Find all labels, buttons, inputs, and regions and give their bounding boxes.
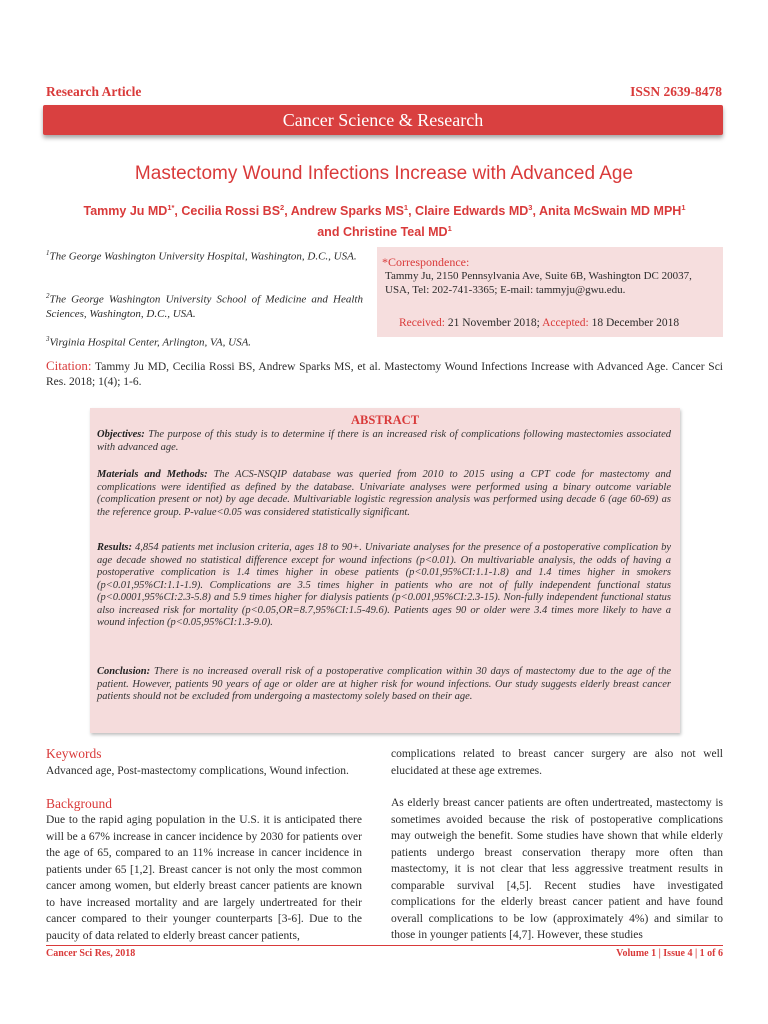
- abstract-box: [90, 408, 680, 733]
- background-right-text-2: As elderly breast cancer patients are often undertreated, mastectomy is sometimes avoided because the risk of postoperative complications may outweigh the benefit. Some studies have shown that while elderly patients undergo breast conservation therapy more often than mastectomy, it is not clear that less aggressive treatment results in comparable survival [4,5]. Recent studies have investigated complications for the elderly breast cancer patient and have found overall complications to be low (approximately 4%) and similar to those in younger patients [4,7]. However, these studies: [391, 797, 723, 941]
- dates: [399, 316, 679, 330]
- author: Tammy Ju $MD^{1*}$: [83, 203, 175, 219]
- accepted-date: 18 December 2018: [591, 317, 680, 329]
- author: Christine Teal $MD^1$: [342, 224, 452, 240]
- author: Andrew Sparks $MS^1$: [290, 203, 409, 219]
- abstract-results: Results: 4,854 patients met inclusion criteria, ages 18 to 90+. Univariate analyses for the presence of a postoperative complication by age decade showed no statistical difference except for wound infections (p<0.01). On multivariable analysis, the odds of having a postoperative complication is 1.4 times higher in obese patients (p<0.01,95%CI:1.1-1.8) and 1.4 times higher in smokers (p<0.01,95%CI:1.1-1.9). Complications are 3.5 times higher in patients who are not of fully independent functional status (p<0.0001,95%CI:2.3-5.8) and 5.9 times higher for dialysis patients (p<0.001,95%CI:2.3-15). Non-fully independent functional status also increased risk for mortality (p<0.05,OR=8.7,95%CI:1.5-49.6). Patients ages 90 or older were 3.4 times more likely to have a wound infection (p<0.05,95%CI:1.3-9.0).: [97, 542, 671, 628]
- background-right-text-1: complications related to breast cancer surgery are also not well elucidated at these age extremes.: [391, 748, 723, 777]
- author: Claire Edwards $MD^3$: [415, 203, 533, 219]
- accepted-label: Accepted:: [542, 317, 589, 329]
- article-title: Mastectomy Wound Infections Increase with Advanced Age: [134, 163, 634, 184]
- received-label: Received:: [399, 317, 445, 329]
- journal-banner: Cancer Science & Research: [43, 105, 723, 135]
- top-line: [46, 84, 722, 100]
- abstract-objectives: Objectives: The purpose of this study is to determine if there is an increased risk of complications following mastectomies associated with advanced age.: [97, 429, 671, 453]
- author-list: Tammy Ju $MD^{1*}$, Cecilia Rossi $BS^2$, Andrew Sparks $MS^1$, Claire Edwards $MD^3$, Anita McSwain MD MPH$^1$ and Christine Teal $MD^1$: [83, 203, 686, 240]
- correspondence-label: *Correspondence:: [382, 255, 470, 269]
- footer-journal: Cancer Sci Res, 2018: [46, 948, 136, 959]
- footer: [46, 948, 723, 959]
- citation: [46, 358, 723, 390]
- abstract-conclusion: Conclusion: There is no increased overall risk of a postoperative complication within 30 days of mastectomy due to the age of the patient. However, patients 90 years of age or older are at higher risk for wound infections. Our study suggests elderly breast cancer patients should not be excluded from undergoing a mastectomy solely based on their age.: [97, 666, 671, 702]
- footer-divider: [46, 945, 723, 946]
- affiliation: $^3$Virginia Hospital Center, Arlington, VA, USA.: [46, 335, 252, 349]
- article-type: Research Article: [46, 84, 142, 99]
- keywords-heading: Keywords: [46, 746, 102, 761]
- background-heading: Background: [46, 796, 112, 811]
- correspondence-box: [377, 247, 723, 337]
- correspondence-text: Tammy Ju, 2150 Pennsylvania Ave, Suite 6B, Washington DC 20037, USA, Tel: 202-741-3365; E-mail: tammyju@gwu.edu.: [385, 270, 692, 296]
- affiliation: $^2$The George Washington University School of Medicine and Health Sciences, Washington, D.C., USA.: [46, 292, 363, 320]
- author: Anita McSwain MD MPH$^1$: [538, 203, 686, 219]
- footer-volume: Volume 1 | Issue 4 | 1 of 6: [616, 948, 723, 959]
- issn: ISSN 2639-8478: [630, 84, 722, 99]
- abstract-heading: ABSTRACT: [350, 413, 420, 427]
- citation-label: Citation:: [46, 358, 92, 373]
- citation-text: Tammy Ju MD, Cecilia Rossi BS, Andrew Sparks MS, et al. Mastectomy Wound Infections Increase with Advanced Age. Cancer Sci Res. 2018; 1(4); 1-6.: [46, 361, 723, 388]
- author: Cecilia Rossi $BS^2$: [181, 203, 285, 219]
- background-left-text: Due to the rapid aging population in the U.S. it is anticipated there will be a 67% increase in cancer incidence by 2030 for patients over the age of 65, compared to an 11% increase in cancer incidence in patients under 65 [1,2]. Breast cancer is not only the most common cancer among women, but elderly breast cancer patients are known to have increased mortality and are largely undertreated for their cancer compared to their younger counterparts [3-6]. Due to the paucity of data related to elderly breast cancer patients,: [46, 814, 362, 942]
- abstract-methods: Materials and Methods: The ACS-NSQIP database was queried from 2010 to 2015 using a CPT code for mastectomy and complications were identified as defined by the database. Univariate analyses were performed using a binary outcome variable (complication present or not) by age decade. Multivariable logistic regression analysis was performed using decade 6 (age 60-69) as the reference group. P-value<0.05 was considered statistically significant.: [97, 469, 671, 518]
- received-date: 21 November 2018;: [447, 317, 540, 329]
- keywords-text: Advanced age, Post-mastectomy complications, Wound infection.: [46, 765, 349, 777]
- affiliation: $^1$The George Washington University Hospital, Washington, D.C., USA.: [46, 249, 357, 263]
